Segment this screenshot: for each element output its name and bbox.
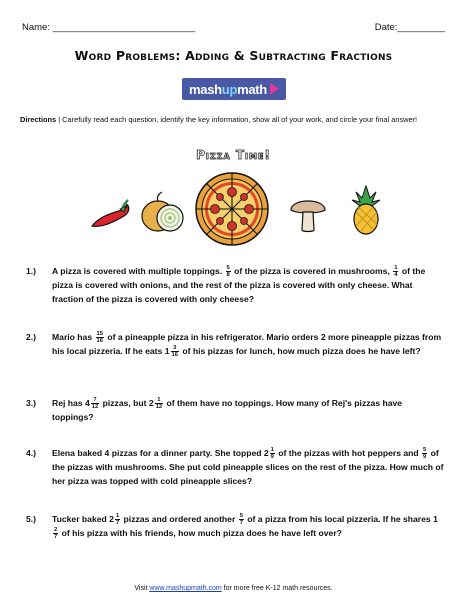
question-number: 1.) [26,266,37,276]
question-text: Elena baked 4 pizzas for a dinner party. She topped 2 $\frac{1}{9}$ of the pizzas with hot peppers and $\frac{5}{9}$ of the pizzas with mushrooms. She put cold pineapple slices on the rest of the pizza. How much of her pizza was topped with cold pineapple slices? [52,447,444,487]
fraction: $\frac{1}{7}$ [115,513,120,527]
food-illustrations [0,168,467,248]
name-field: Name: ___________________________ [22,22,196,33]
question-4 [26,446,444,488]
question-text: Rej has 4 $\frac{7}{12}$ pizzas, but 2 $\frac{1}{12}$ of them have no toppings. How many of Rej's pizzas have toppings? [52,397,403,423]
logo-text-up: up [221,81,238,97]
question-number: 3.) [26,398,37,408]
logo-text [189,82,267,97]
pineapple-icon [348,184,384,236]
worksheet-title: Word Problems: Adding & Subtracting Fractions [74,48,393,63]
logo-text-math: math [237,81,267,97]
pizza-icon [193,170,271,248]
play-icon [270,83,279,95]
question-number: 5.) [26,514,37,524]
question-number: 2.) [26,332,37,342]
question-2 [26,330,444,358]
question-text: A pizza is covered with multiple toppings. $\frac{5}{8}$ of the pizza is covered in mushrooms, $\frac{1}{4}$ of the pizza is covered with onions, and the rest of the pizza is covered with only cheese. What fraction of the pizza is covered with only cheese? [52,265,426,305]
footer [0,585,467,592]
question-text: Mario has $\frac{15}{16}$ of a pineapple pizza in his refrigerator. Mario orders 2 more pineapple pizzas from his local pizzeria. If he eats 1 $\frac{3}{16}$ of his pizzas for lunch, how much pizza does he have left? [52,331,442,359]
directions-label: Directions [20,115,57,124]
mashupmath-link[interactable]: www.mashupmath.com [149,585,222,592]
question-text: Tucker baked 2 $\frac{1}{7}$ pizzas and ordered another $\frac{5}{7}$ of a pizza from his local pizzeria. If he shares 1 $\frac{2}{7}$ of his pizza with his friends, how much pizza does he have left over? [52,513,438,541]
fraction: $\frac{5}{8}$ [226,265,230,279]
fraction: $\frac{5}{9}$ [423,447,427,461]
mashupmath-logo [182,78,286,100]
logo-text-mash: mash [189,81,222,97]
chili-pepper-icon [86,196,132,234]
footer-post: for more free K-12 math resources. [221,585,333,592]
footer-pre: Visit [134,585,150,592]
pizza-time-banner: Pizza Time! [196,148,271,162]
date-field: Date:_________ [374,22,445,33]
question-number: 4.) [26,448,37,458]
fraction: $\frac{2}{7}$ [54,527,58,541]
fraction: $\frac{3}{16}$ [171,345,178,359]
fraction: $\frac{5}{7}$ [239,513,243,527]
mushroom-icon [288,192,328,234]
onion-icon [138,190,188,234]
directions [20,115,450,124]
fraction: $\frac{15}{16}$ [96,331,103,345]
fraction: $\frac{1}{9}$ [270,447,274,461]
question-5 [26,512,444,540]
fraction: $\frac{1}{12}$ [155,397,163,411]
fraction: $\frac{1}{4}$ [394,265,398,279]
fraction: $\frac{7}{12}$ [91,397,99,411]
question-3 [26,396,444,424]
directions-text: | Carefully read each question, identify the key information, show all of your work, and circle your final answer! [56,115,418,124]
question-1 [26,264,444,306]
